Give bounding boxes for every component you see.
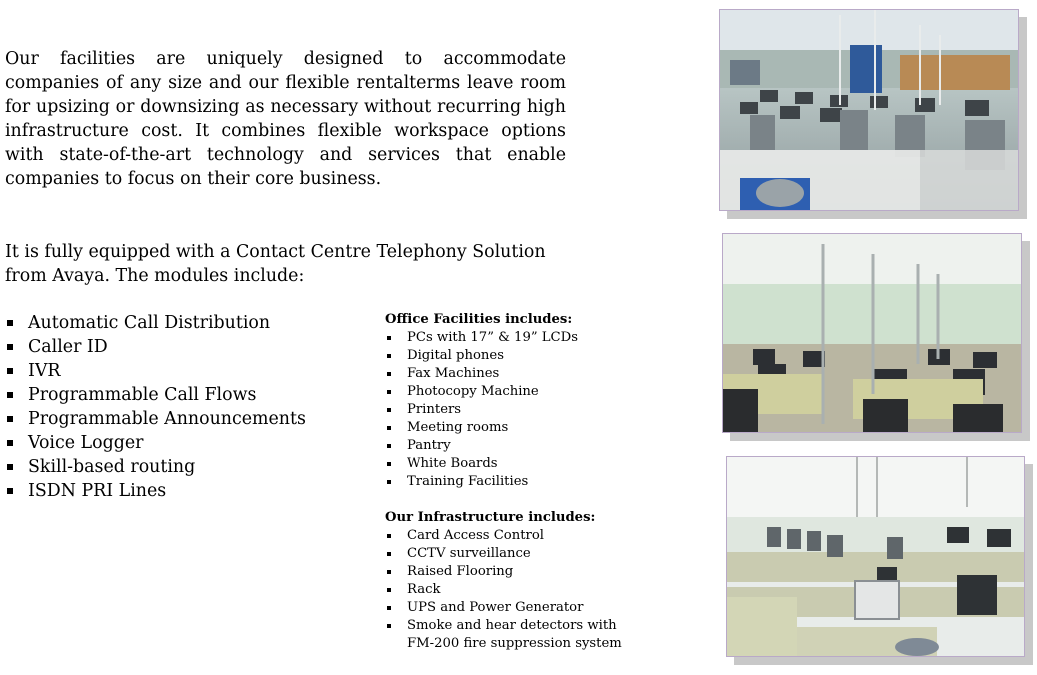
- list-item: CCTV surveillance: [385, 545, 622, 563]
- list-item: White Boards: [385, 455, 622, 473]
- list-item: Card Access Control: [385, 527, 622, 545]
- list-item: Automatic Call Distribution: [5, 311, 306, 335]
- list-item: Printers: [385, 401, 622, 419]
- list-item: Rack: [385, 581, 622, 599]
- list-item-continuation: FM-200 fire suppression system: [407, 636, 622, 651]
- office-photo-2: [722, 233, 1022, 433]
- office-photo-1: [719, 9, 1019, 211]
- list-item: PCs with 17” & 19” LCDs: [385, 329, 622, 347]
- list-item: Fax Machines: [385, 365, 622, 383]
- list-item: Training Facilities: [385, 473, 622, 491]
- list-item: IVR: [5, 359, 306, 383]
- list-item: Caller ID: [5, 335, 306, 359]
- list-item: Meeting rooms: [385, 419, 622, 437]
- list-item: Pantry: [385, 437, 622, 455]
- list-item: Digital phones: [385, 347, 622, 365]
- list-item: Photocopy Machine: [385, 383, 622, 401]
- list-item: Smoke and hear detectors with: [385, 617, 622, 635]
- list-item: Voice Logger: [5, 431, 306, 455]
- intro-paragraph: Our facilities are uniquely designed to accommodate companies of any size and our flexible rentalterms leave room for upsizing or downsizing as necessary without recurring high infrastructure cost. It combines flexible workspace options with state-of-the-art technology and services that enable companies to focus on their core business.: [5, 49, 566, 189]
- facilities-section: [385, 311, 622, 653]
- list-item: Skill-based routing: [5, 455, 306, 479]
- list-item: Programmable Call Flows: [5, 383, 306, 407]
- infrastructure-list: [385, 527, 622, 653]
- list-item: Raised Flooring: [385, 563, 622, 581]
- infrastructure-heading: Our Infrastructure includes:: [385, 510, 596, 525]
- office-facilities-list: [385, 329, 622, 491]
- avaya-paragraph: It is fully equipped with a Contact Centre Telephony Solution from Avaya. The modules include:: [5, 242, 546, 286]
- office-facilities-heading: Office Facilities includes:: [385, 312, 573, 327]
- modules-list: [5, 311, 306, 503]
- list-item: UPS and Power Generator: [385, 599, 622, 617]
- list-item: Programmable Announcements: [5, 407, 306, 431]
- office-photo-3: [726, 456, 1025, 657]
- list-item: ISDN PRI Lines: [5, 479, 306, 503]
